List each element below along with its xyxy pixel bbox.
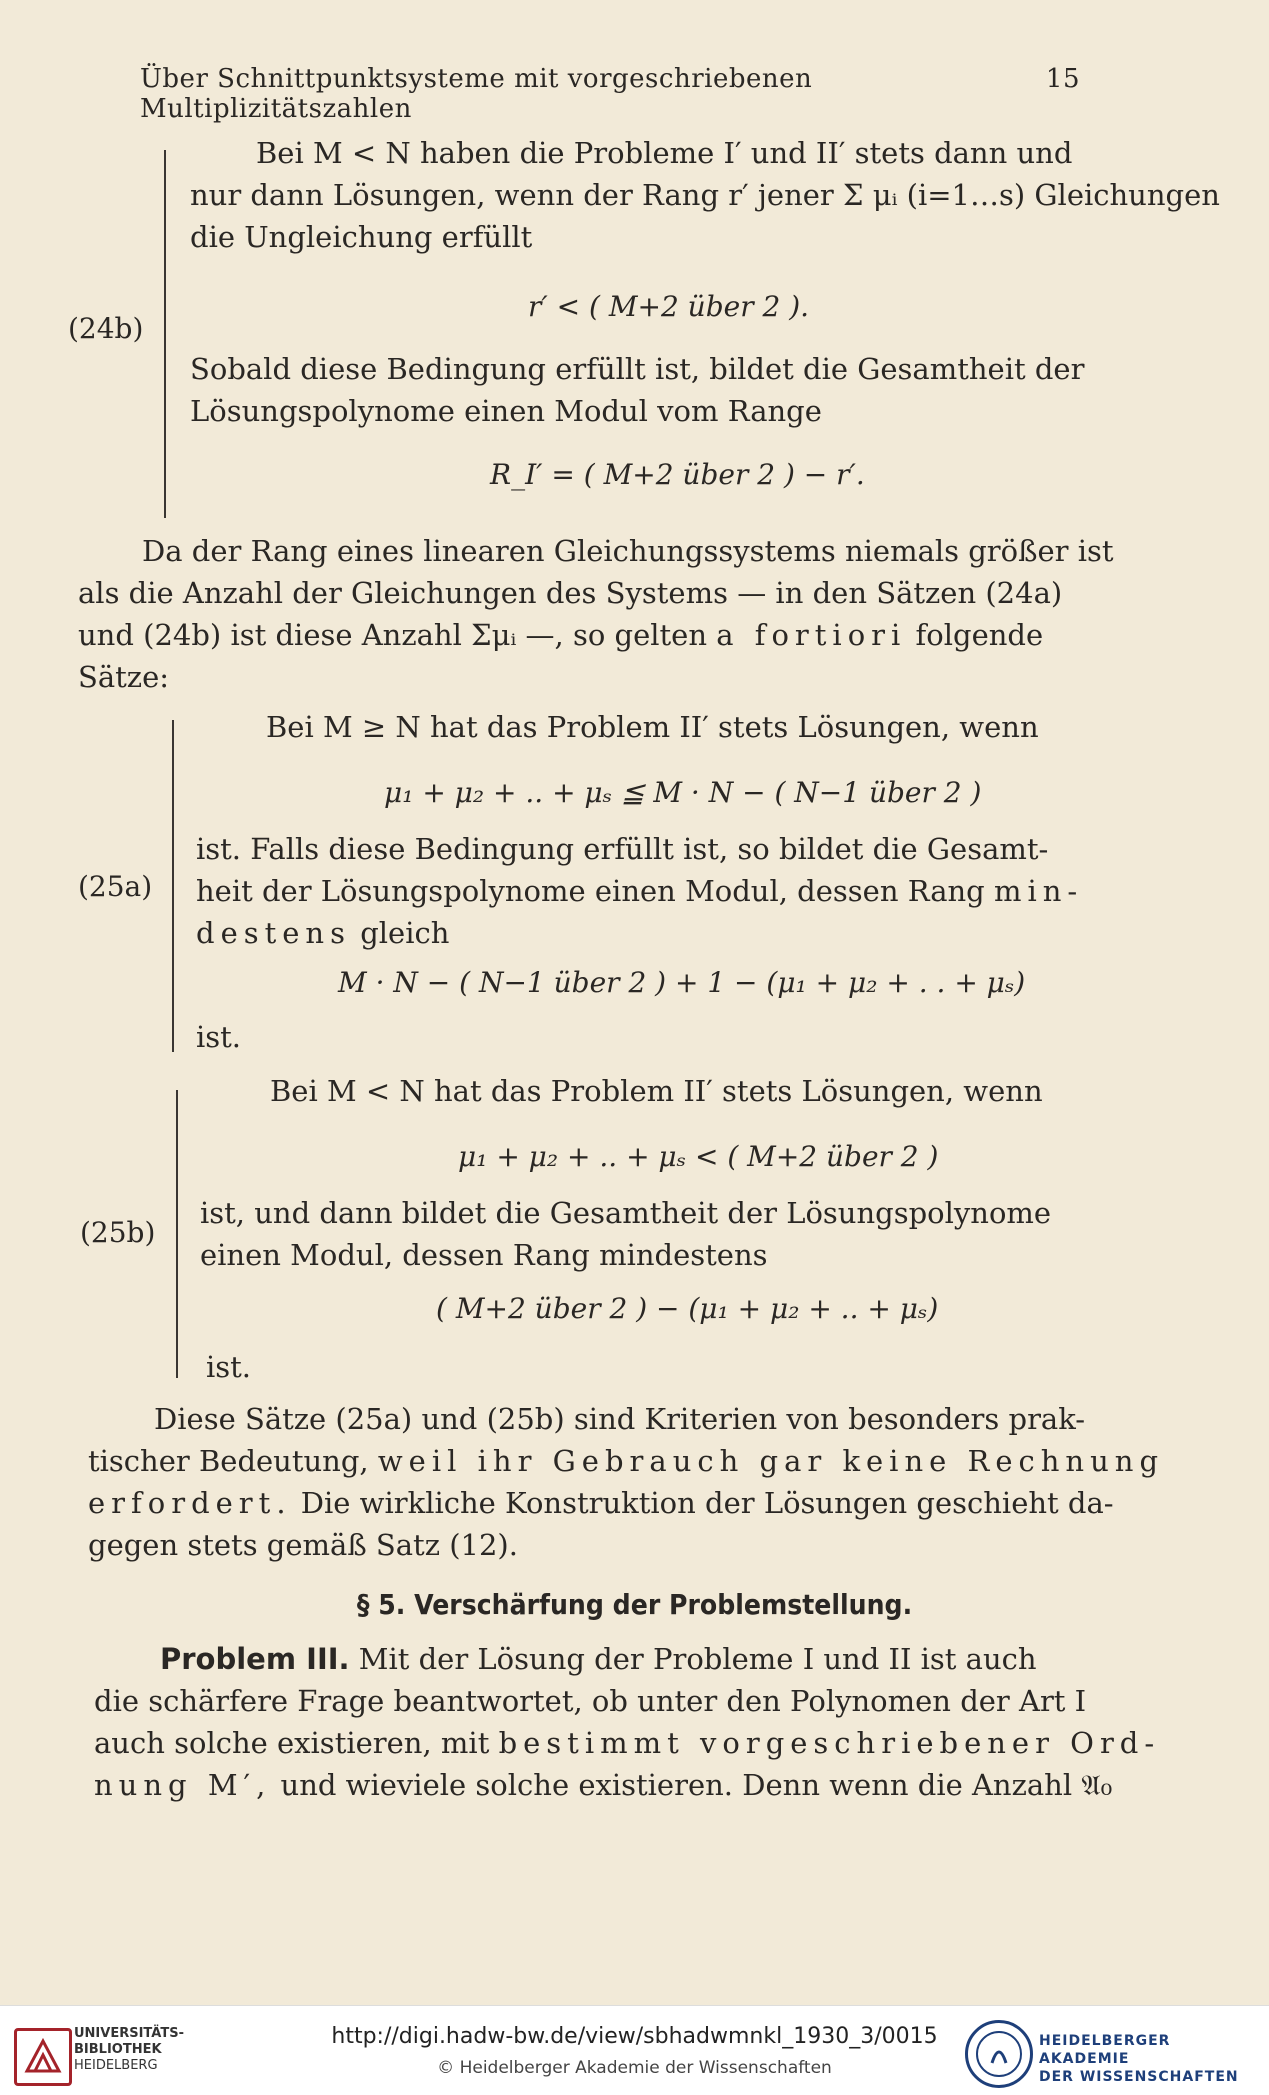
equation: μ₁ + μ₂ + .. + μₛ < ( M+2 über 2 )	[458, 1140, 939, 1173]
text-line: als die Anzahl der Gleichungen des Systems — in den Sätzen (24a)	[78, 576, 1063, 610]
text-line: Sobald diese Bedingung erfüllt ist, bildet die Gesamtheit der	[190, 352, 1085, 386]
library-line: BIBLIOTHEK	[74, 2042, 162, 2057]
paragraph	[88, 1398, 1165, 1566]
label-25a: (25a)	[78, 870, 153, 903]
academy-seal-icon	[965, 2020, 1033, 2088]
text-line: einen Modul, dessen Rang mindestens	[200, 1238, 768, 1272]
library-line: UNIVERSITÄTS-	[74, 2026, 184, 2041]
page-number: 15	[1045, 64, 1080, 94]
label-25b: (25b)	[80, 1216, 156, 1249]
problem-lead: Problem III.	[160, 1642, 350, 1676]
text-line	[94, 1722, 1161, 1764]
academy-line: DER WISSENSCHAFTEN	[1039, 2069, 1239, 2085]
spaced-text: destens	[196, 916, 351, 950]
spaced-text: nung M′,	[94, 1768, 272, 1802]
header-title: Über Schnittpunktsysteme mit vorgeschriebenen Multiplizitätszahlen	[140, 64, 813, 124]
brace-25b	[176, 1090, 178, 1378]
text-span: Die wirkliche Konstruktion der Lösungen geschieht da-	[300, 1486, 1114, 1520]
text-line: Diese Sätze (25a) und (25b) sind Kriterien von besonders prak-	[154, 1402, 1086, 1436]
section-heading: § 5. Verschärfung der Problemstellung.	[356, 1588, 913, 1621]
text-line	[94, 1638, 1104, 1680]
text-line	[88, 1482, 1114, 1524]
text-line	[94, 1764, 1113, 1806]
spaced-text: bestimmt vorgeschriebener Ord-	[498, 1726, 1161, 1760]
text-line	[88, 1440, 1165, 1482]
text-line: gegen stets gemäß Satz (12).	[88, 1528, 518, 1562]
block-25b-text-2	[200, 1192, 1090, 1276]
library-line: HEIDELBERG	[74, 2058, 158, 2073]
academy-line: HEIDELBERGER AKADEMIE	[1039, 2033, 1171, 2067]
text-line: Sätze:	[78, 660, 170, 694]
block-25a-end	[196, 1016, 396, 1058]
text-line: ist. Falls diese Bedingung erfüllt ist, so bildet die Gesamt-	[196, 832, 1049, 866]
copyright-text: © Heidelberger Akademie der Wissenschaften	[437, 2058, 832, 2078]
block-24b-text-2	[190, 348, 1085, 432]
brace-24b	[164, 150, 166, 518]
text-line	[196, 912, 1086, 954]
paragraph	[78, 530, 1114, 698]
text-line: die Ungleichung erfüllt	[190, 220, 533, 254]
academy-name	[1039, 2032, 1255, 2086]
text-span: und wieviele solche existieren. Denn wenn die Anzahl 𝔄₀	[280, 1768, 1113, 1802]
equation: M · N − ( N−1 über 2 ) + 1 − (μ₁ + μ₂ + . . + μₛ)	[338, 966, 1026, 999]
text-span: Mit der Lösung der Probleme I und II ist auch	[358, 1642, 1037, 1676]
text-span: und (24b) ist diese Anzahl Σμᵢ —, so gelten	[78, 618, 707, 652]
text-span: folgende	[915, 618, 1044, 652]
text-span: heit der Lösungspolynome einen Modul, dessen Rang	[196, 874, 985, 908]
equation: R_I′ = ( M+2 über 2 ) − r′.	[490, 458, 865, 491]
equation: μ₁ + μ₂ + .. + μₛ ≦ M · N − ( N−1 über 2 )	[384, 776, 982, 809]
equation: ( M+2 über 2 ) − (μ₁ + μ₂ + .. + μₛ)	[436, 1292, 939, 1325]
text-line: ist.	[206, 1350, 252, 1384]
text-line: Lösungspolynome einen Modul vom Range	[190, 394, 822, 428]
spaced-text: min-	[993, 874, 1084, 908]
block-24b-text	[190, 132, 1220, 258]
label-24b: (24b)	[68, 312, 144, 345]
text-line: Bei M < N haben die Probleme I′ und II′ stets dann und	[256, 136, 1073, 170]
text-line: ist.	[196, 1020, 242, 1054]
text-span: gleich	[360, 916, 450, 950]
text-line	[78, 614, 1088, 656]
source-url[interactable]: http://digi.hadw-bw.de/view/sbhadwmnkl_1930_3/0015	[331, 2024, 938, 2049]
block-25b-end	[206, 1346, 406, 1388]
spaced-text: erfordert.	[88, 1486, 292, 1520]
academy-logo[interactable]	[965, 2020, 1255, 2084]
text-line: nur dann Lösungen, wenn der Rang r′ jener Σ μᵢ (i=1…s) Gleichungen	[190, 178, 1220, 212]
text-span: auch solche existieren, mit	[94, 1726, 490, 1760]
block-25a-text	[196, 706, 1086, 748]
block-25a-text-2	[196, 828, 1086, 954]
text-span: tischer Bedeutung,	[88, 1444, 369, 1478]
text-line	[196, 870, 1086, 912]
spaced-text: weil ihr Gebrauch gar keine Rechnung	[377, 1444, 1165, 1478]
text-line: Bei M ≥ N hat das Problem II′ stets Lösungen, wenn	[266, 710, 1039, 744]
brace-25a	[172, 720, 174, 1052]
text-line: die schärfere Frage beantwortet, ob unter den Polynomen der Art I	[94, 1684, 1087, 1718]
equation: r′ < ( M+2 über 2 ).	[528, 290, 810, 323]
text-line: Bei M < N hat das Problem II′ stets Lösungen, wenn	[270, 1074, 1043, 1108]
text-line: ist, und dann bildet die Gesamtheit der Lösungspolynome	[200, 1196, 1052, 1230]
footer-bar	[0, 2005, 1269, 2095]
block-25b-text	[200, 1070, 1090, 1112]
paragraph	[94, 1638, 1161, 1806]
spaced-text: a fortiori	[716, 618, 907, 652]
text-line: Da der Rang eines linearen Gleichungssystems niemals größer ist	[142, 534, 1114, 568]
running-header	[140, 64, 1080, 124]
